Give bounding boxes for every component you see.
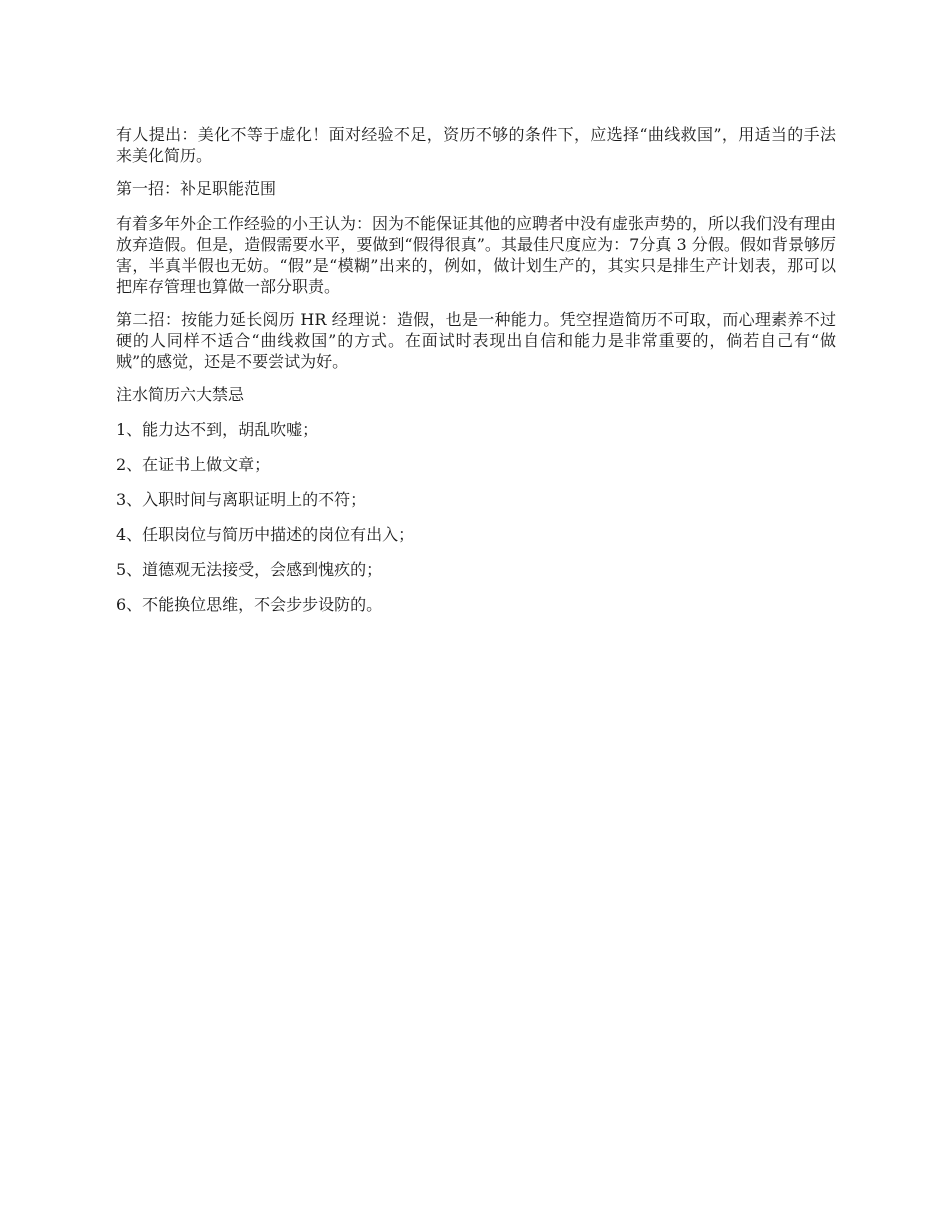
- list-item: 4、任职岗位与简历中描述的岗位有出入；: [116, 525, 415, 544]
- document-body: [116, 124, 836, 629]
- section-heading-first-tactic: 第一招：补足职能范围: [116, 179, 277, 198]
- list-item: 5、道德观无法接受，会感到愧疚的；: [116, 560, 383, 579]
- list-item: 1、能力达不到，胡乱吹嘘；: [116, 420, 319, 439]
- intro-paragraph: 有人提出：美化不等于虚化！面对经验不足，资历不够的条件下，应选择“曲线救国”，用适当的手法来美化简历。: [116, 125, 836, 165]
- list-item: 6、不能换位思维，不会步步设防的。: [116, 595, 383, 614]
- taboos-heading: 注水简历六大禁忌: [116, 385, 245, 404]
- second-tactic-paragraph: 第二招：按能力延长阅历 HR 经理说：造假，也是一种能力。凭空捏造简历不可取，而心理素养不过硬的人同样不适合“曲线救国”的方式。在面试时表现出自信和能力是非常重要的，倘若自己有“做贼”的感觉，还是不要尝试为好。: [116, 310, 836, 371]
- list-item: 3、入职时间与离职证明上的不符；: [116, 490, 367, 509]
- list-item: 2、在证书上做文章；: [116, 455, 271, 474]
- first-tactic-paragraph: 有着多年外企工作经验的小王认为：因为不能保证其他的应聘者中没有虚张声势的，所以我们没有理由放弃造假。但是，造假需要水平，要做到“假得很真”。其最佳尺度应为：7分真 3 分假。假如背景够厉害，半真半假也无妨。“假”是“模糊”出来的，例如，做计划生产的，其实只是排生产计划表，那可以把库存管理也算做一部分职责。: [116, 214, 837, 296]
